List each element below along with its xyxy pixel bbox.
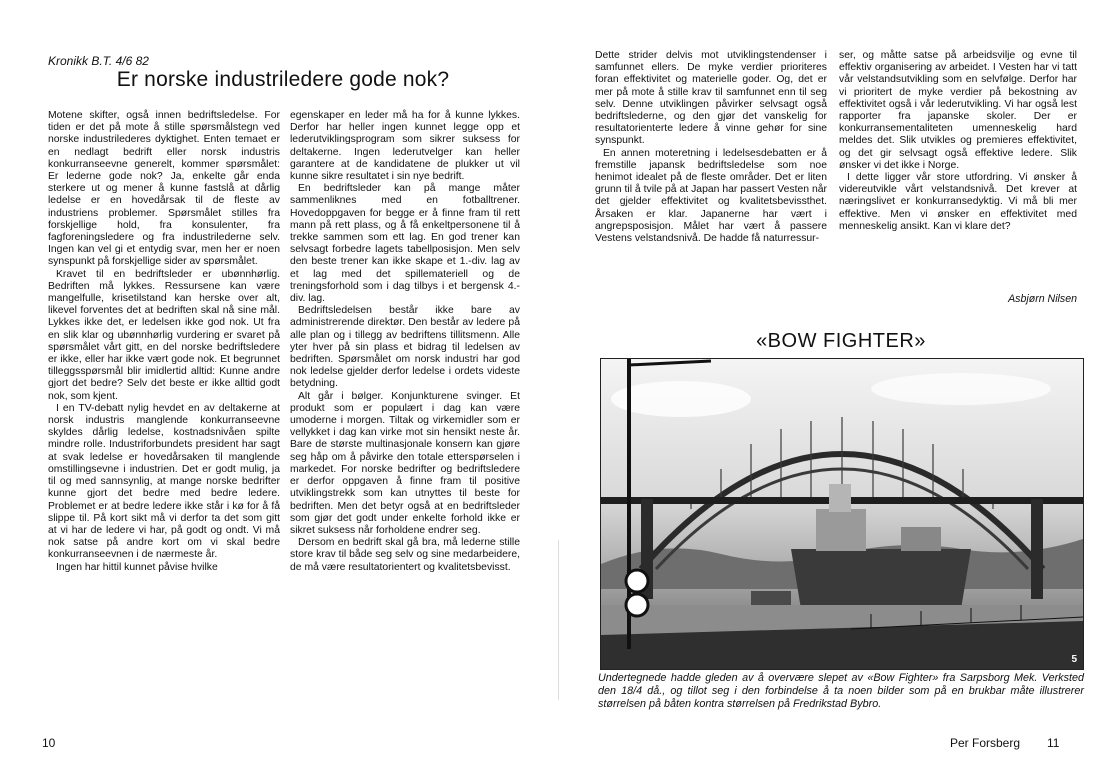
photo-illustration [601, 359, 1083, 669]
paragraph: En annen moteretning i ledelsesdebatten er å fremstille japansk bedriftsledelse som noe henimot idealet på de fleste områder. Det er liten grunn til å tvile på at Japan har passert Vesten når det gjelder effektivitet og kvalitetsbevissthet. Årsaken er klar. Japanerne har vært i angrepsposisjon. Målet har vært å passere Vestens velstandsnivå. De hadde få naturressur- [595, 147, 827, 245]
paragraph: Dersom en bedrift skal gå bra, må lederne stille store krav til både seg selv og sine medarbeidere, de må være resultatorientert og kvalitetsbevisst. [290, 537, 520, 573]
page-author: Per Forsberg [950, 736, 1021, 750]
bridge-ship-photo [600, 358, 1084, 670]
photo-number: 5 [1071, 654, 1077, 665]
right-page [550, 0, 1100, 781]
right-column-2 [839, 50, 1077, 292]
paragraph: ser, og måtte satse på arbeidsvilje og evne til effektiv organisering av arbeidet. I Vesten har vi tatt vår velstandsutvikling som en selvfølge. Derfor har vi prioritert de myke verdier på bekostning av effektivitet også i vår lederutvikling. Vi har også lest rapporter fra japanske skoler. Der er konkurransementaliteten umenneskelig hard meldes det. Slik utvikles og premieres effektivitet, og det gir selvsagt også effektive ledere. Slik ønsker vi det ikke i Norge. [839, 50, 1077, 171]
paragraph: I en TV-debatt nylig hevdet en av deltakerne at norsk industris manglende konkurranseevne skyldes dårlig ledelse, kostnadsnivåen spilte mindre rolle. Industriforbundets president har sagt at svak ledelse er hovedårsaken til manglende omstillingsevne i industrien. Det er godt mulig, ja til og med sannsynlig, at mange norske bedrifter kunne gjort det bedre med bedre ledere. Problemet er at bedre ledere ikke står i kø for å få slippe til. På kort sikt må vi derfor ta det som gitt at vi har de ledere vi har, på godt og ondt. Vi må nok satse på andre kort om vi skal bedre konkurranseevnen i de nærmeste år. [48, 402, 280, 561]
paragraph: I dette ligger vår store utfordring. Vi ønsker å videreutvikle vårt velstandsnivå. Det krever at næringslivet er konkurransedyktig. Vi må bli mer effektive. Men vi ønsker en effektivitet med menneskelig ansikt. Kan vi klare det? [839, 172, 1077, 232]
paragraph: egenskaper en leder må ha for å kunne lykkes. Derfor har heller ingen kunnet legge opp et lederutviklingsprogram som sikrer suksess for deltakerne. Ingen lederutvelger kan heller garantere at de kandidatene de plukker ut vil kunne sikre resultatet i sin nye bedrift. [290, 110, 520, 183]
page-number-right: 11 [1047, 736, 1060, 750]
left-column-2 [290, 110, 520, 725]
page-number-left: 10 [42, 736, 56, 750]
paragraph: Dette strider delvis mot utviklingstendenser i samfunnet ellers. De myke verdier prioriteres foran effektivitet og materielle goder. Og, det er mer på mote å stille krav til samfunnet enn til seg selv. Denne utviklingen påvirker selvsagt også bedriftslederne, og den gjør det vanskelig for resultatorienterte ledere å vinne gehør for sine synspunkt. [595, 50, 827, 147]
paragraph: En bedriftsleder kan på mange måter sammenliknes med en fotballtrener. Hovedoppgaven for begge er å finne fram til rett mann på rett plass, og å få enkeltpersonene til å trekke sammen som ett lag. En god trener kan selvsagt forbedre lagets tabellposisjon. Men selv den beste trener kan ikke skape et 1.-div. lag av et lag med det spillemateriell og de treningsforhold som i dag tilbys i et bergensk 4.-div. lag. [290, 183, 520, 305]
right-column-1 [595, 50, 827, 310]
photo-caption: Undertegnede hadde gleden av å overvære slepet av «Bow Fighter» fra Sarpsborg Mek. Verksted den 18/4 då., og tillot seg i den forbindelse å ta noen bilder som på en brukbar måte illustrerer størrelsen på båten kontra størrelsen på Fredrikstad Bybro. [598, 672, 1084, 710]
paragraph: Bedriftsledelsen består ikke bare av administrerende direktør. Den består av ledere på alle plan og i tillegg av bedriftens tillitsmenn. Alle yter hver på sin plass et bidrag til ledelsen av bedriften. Spørsmålet om norsk industri har god nok ledelse gjelder derfor ledelse i ordets videste betydning. [290, 305, 520, 390]
photo-title: «BOW FIGHTER» [756, 330, 926, 352]
paragraph: Ingen har hittil kunnet påvise hvilke [56, 561, 218, 573]
article-signature: Asbjørn Nilsen [1008, 293, 1077, 305]
paragraph: Alt går i bølger. Konjunkturene svinger. Et produkt som er populært i dag kan være umoderne i morgen. Tiltak og virkemidler som er vellykket i dag kan virke mot sin hensikt neste år. Bare de største multinasjonale konsern kan gjøre seg håp om å påvirke den totale etterspørselen i markedet. For norske bedrifter og bedriftsledere er derfor oppgaven å finne fram til positive utviklingstrekk som kan utnyttes til beste for bedriften. Men det betyr også at en bedriftsleder som gjør det godt under enkelte forhold ikke er sikret suksess når forholdene endrer seg. [290, 390, 520, 536]
left-column-1 [48, 110, 280, 725]
article-kicker: Kronikk B.T. 4/6 82 [48, 54, 149, 68]
paragraph: Kravet til en bedriftsleder er ubønnhørlig. Bedriften må lykkes. Ressursene kan være mangelfulle, krisetilstand kan herske over alt, likevel forventes det at bedriften skal nå sine mål. Lykkes ikke det, er ledelsen ikke god nok. Ut fra en slik klar og ubønnhørlig vurdering er svaret på spørsmålet vårt gitt, en del norske bedriftsledere er ikke, eller har ikke vært gode nok. Et begrunnet tilleggsspørsmål blir imidlertid alltid: Kunne andre gjort det bedre? Selv det beste er ikke alltid godt nok, som kjent. [48, 268, 280, 402]
article-title: Er norske industriledere gode nok? [116, 68, 450, 91]
paragraph: Motene skifter, også innen bedriftsledelse. For tiden er det på mote å stille spørsmålstegn ved norske industrilederes dyktighet. Enten temaet er en nedlagt bedrift eller norsk industris konkurranseevne generelt, kommer spørsmålet: Er lederne gode nok? Ja, enkelte går enda sterkere ut og mener å kunne fastslå at dårlig ledelse er en hovedårsak til de fleste av industriens problemer. Spørsmålet stilles fra forskjellige hold, fra konsulenter, fra fagforeningsledere og fra industrilederne selv. Ingen kan vel gi et entydig svar, men her er noen synspunkt på forskjellige sider av spørsmålet. [48, 110, 280, 268]
